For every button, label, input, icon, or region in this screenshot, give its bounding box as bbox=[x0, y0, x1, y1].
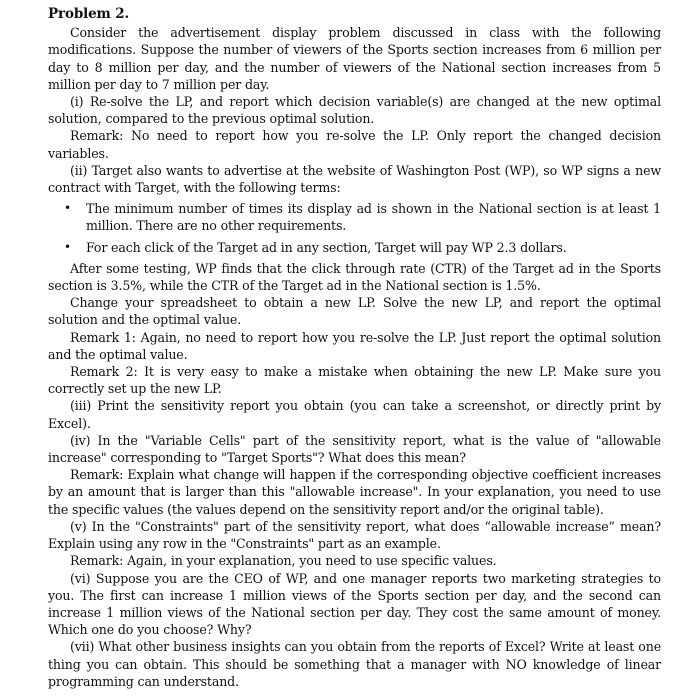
part-i-remark: Remark: No need to report how you re-solve the LP. Only report the changed decision variables. bbox=[48, 128, 661, 161]
bullet-icon: • bbox=[64, 201, 71, 216]
part-vii: (vii) What other business insights can you obtain from the reports of Excel? Write at least one thing you can obtain. This should be something that a manager with NO knowledge of linear programming can understand. bbox=[48, 639, 661, 689]
change-spreadsheet-paragraph: Change your spreadsheet to obtain a new LP. Solve the new LP, and report the optimal solution and the optimal value. bbox=[48, 295, 661, 328]
intro-paragraph: Consider the advertisement display problem discussed in class with the following modifications. Suppose the number of viewers of the Sports section increases from 6 million per day to 8 million per day, and the number of viewers of the National section increases from 5 million per day to 7 million per day. bbox=[48, 25, 661, 92]
remark-1: Remark 1: Again, no need to report how you re-solve the LP. Just report the optimal solution and the optimal value. bbox=[48, 329, 661, 362]
part-iii: (iii) Print the sensitivity report you obtain (you can take a screenshot, or directly print by Excel). bbox=[48, 398, 661, 431]
remark-2: Remark 2: It is very easy to make a mistake when obtaining the new LP. Make sure you correctly set up the new LP. bbox=[48, 364, 661, 397]
list-item bbox=[48, 239, 661, 256]
testing-paragraph: After some testing, WP finds that the click through rate (CTR) of the Target ad in the Sports section is 3.5%, while the CTR of the Target ad in the National section is 1.5%. bbox=[48, 260, 661, 294]
part-i: (i) Re-solve the LP, and report which decision variable(s) are changed at the new optimal solution, compared to the previous optimal solution. bbox=[48, 94, 661, 127]
part-iv-remark: Remark: Explain what change will happen if the corresponding objective coefficient increases by an amount that is larger than this "allowable increase". In your explanation, you need to use the specific values (the values depend on the sensitivity report and/or the original table). bbox=[48, 467, 661, 517]
contract-term-text: The minimum number of times its display ad is shown in the National section is at least 1 million. There are no other requirements. bbox=[86, 201, 661, 234]
bullet-icon: • bbox=[64, 239, 71, 254]
part-v-remark: Remark: Again, in your explanation, you need to use specific values. bbox=[70, 553, 497, 569]
list-item bbox=[48, 200, 661, 234]
part-iv: (iv) In the "Variable Cells" part of the sensitivity report, what is the value of "allowable increase" corresponding to "Target Sports"? What does this mean? bbox=[48, 432, 661, 466]
part-vi: (vi) Suppose you are the CEO of WP, and one manager reports two marketing strategies to you. The first can increase 1 million views of the Sports section per day, and the second can increase 1 million views of the National section per day. They cost the same amount of money. Which one do you choose? Why? bbox=[48, 570, 661, 638]
contract-term-text: For each click of the Target ad in any section, Target will pay WP 2.3 dollars. bbox=[86, 239, 567, 255]
part-ii: (ii) Target also wants to advertise at the website of Washington Post (WP), so WP signs a new contract with Target, with the following terms: bbox=[48, 162, 661, 196]
part-v: (v) In the "Constraints" part of the sensitivity report, what does “allowable increase” mean? Explain using any row in the "Constraints" part as an example. bbox=[48, 518, 661, 552]
contract-terms-list bbox=[48, 200, 661, 256]
problem-title: Problem 2. bbox=[48, 6, 130, 22]
